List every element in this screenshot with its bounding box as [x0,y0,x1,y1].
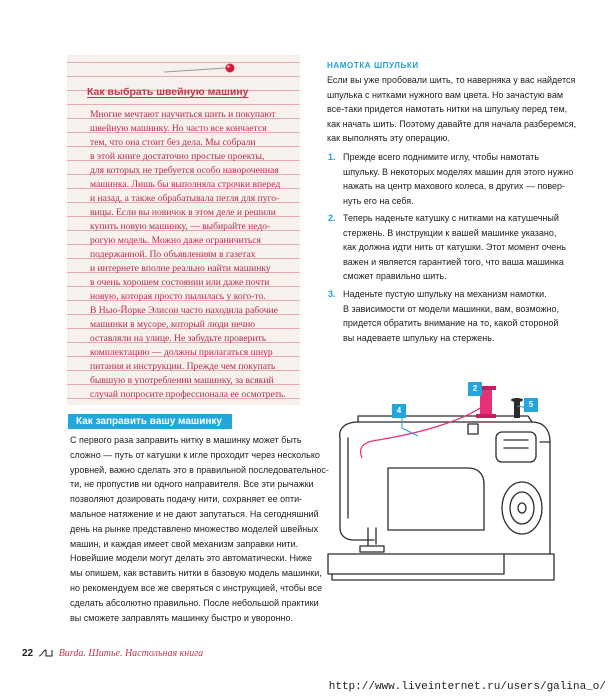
sewing-pin-icon [160,62,240,78]
text-line: вы надеваете шпульку на стержень. [343,332,495,343]
text-line: купить новую машинку, — выбирайте недо- [90,221,271,232]
step-3-text [343,287,578,345]
text-line: рогую модель. Можно даже ограничиться [90,235,261,246]
text-line: швейную машинку. Но часто все кончается [90,123,267,134]
text-line: оставляли на улице. Не забудьте проверить [90,333,267,344]
step-number: 3. [328,289,336,299]
text-line: сможет правильно шить. [343,271,447,282]
text-line: Многие мечтают научиться шить и покупают [90,109,276,120]
text-line: новую, которая просто пылилась у кого-то. [90,291,266,302]
text-line: в очень хорошем состоянии или даже почти [90,277,270,288]
text-line: как выполнять эту операцию. [327,133,450,144]
text-line: сложно — путь от катушки к игле проходит через несколько [70,449,320,460]
sidebar-note-title: Как выбрать швейную машину [87,86,249,98]
text-line: но рекомендуем все же сверяться с инструкцией, чтобы все [70,582,323,593]
text-line: и назад, а также обрабатывала петля для пуго- [90,193,280,204]
text-line: важен и является гарантией того, что ваша машинка [343,256,564,267]
text-line: Прежде всего поднимите иглу, чтобы намотать [343,152,540,162]
text-line: шпульку. В некоторых моделях машин для этого нужно [343,166,574,177]
text-line: позволяют дозировать подачу нити, сохраняет ее опти- [70,494,303,505]
text-line: Новейшие модели могут делать это автоматически. Ниже [70,553,313,564]
page-footer [22,648,203,659]
text-line: мы опишем, как вставить нитки в базовую модель машинки, [70,568,322,579]
text-line: Теперь наденьте катушку с нитками на катушечный [343,213,559,223]
text-line: и интернете вполне реально найти машинку [90,263,271,274]
text-line: Наденьте пустую шпульку на механизм намотки. [343,289,547,299]
text-line: ти, не пропустив ни одного направителя. Все эти рычажки [70,479,314,490]
text-line: тем, что она стоит без дела. Мы собрали [90,137,256,148]
text-line: случай попросите профессионала ее осмотреть. [90,389,286,400]
step-number: 1. [328,152,336,162]
text-line: уровней, важно сделать это в правильной последовательнос- [70,464,329,475]
threading-section-heading: Как заправить вашу машинку [68,414,232,429]
text-line: В зависимости от модели машинки, вам, возможно, [343,303,560,314]
text-line: нуть его на себя. [343,195,414,206]
callout-5: 5 [524,398,538,412]
text-line: вицы. Если вы новичок в этом деле и решили [90,207,276,218]
callout-2: 2 [468,382,482,396]
threading-section-body [70,433,329,625]
text-line: как начать шить. Поэтому давайте для начала разберемся, [327,118,577,129]
text-line: машин, и каждая имеет свой механизм заправки нити. [70,538,299,549]
bobbin-section-heading: НАМОТКА ШПУЛЬКИ [327,61,419,70]
text-line: машинка. Лишь бы выполняла строчки вперед [90,179,281,190]
text-line: нажать на центр махового колеса, в других — повер- [343,181,566,192]
book-title: Burda. Шитье. Настольная книга [58,648,204,659]
step-number: 2. [328,213,336,223]
bobbin-intro [327,73,577,146]
sewing-machine-illustration [318,378,558,608]
callout-4: 4 [392,404,406,418]
sidebar-note-body [90,108,300,402]
step-2-text [343,211,578,284]
step-1-text [343,150,578,208]
text-line: придется обратить внимание на то, какой стороной [343,318,559,329]
sewing-logo-icon [38,648,54,658]
text-line: день на рынке представлено множество моделей швейных [70,523,319,534]
text-line: в этой книге достаточно простые проекты, [90,151,265,162]
text-line: машинки в мусоре, который люди нечно [90,319,256,330]
text-line: все-таки придется намотать нитки на шпульку перед тем, [327,104,568,115]
text-line: стержень. В инструкции к вашей машинке указано, [343,227,557,238]
text-line: С первого раза заправить нитку в машинку может быть [70,435,302,445]
text-line: мальное натяжение и не дают запутаться. На сегодняшний [70,508,319,519]
page-number: 22 [22,648,34,659]
text-line: питания и инструкции. Прежде чем покупать [90,361,276,372]
text-line: шпулька с нитками нужного вам цвета. Но зачастую вам [327,89,564,100]
text-line: Если вы уже пробовали шить, то наверняка у вас найдется [327,75,576,85]
text-line: подержанной. По объявлениям в газетах [90,249,256,260]
text-line: для которых не требуется особо навороченная [90,165,279,176]
text-line: В Нью-Йорке Элисон часто находила рабочие [90,305,278,316]
text-line: вы сможете заправлять машинку быстро и уворонно. [70,612,294,623]
watermark-url: http://www.liveinternet.ru/users/galina_o/ [328,681,606,693]
text-line: бывшую в употреблении машинку, за всякий [90,375,274,386]
text-line: сделать абсолютно правильно. После небольшой практики [70,597,319,608]
text-line: как должна идти нить от катушки. Этот момент очень [343,242,566,253]
text-line: комплектацию — должны прилагаться шнур [90,347,273,358]
